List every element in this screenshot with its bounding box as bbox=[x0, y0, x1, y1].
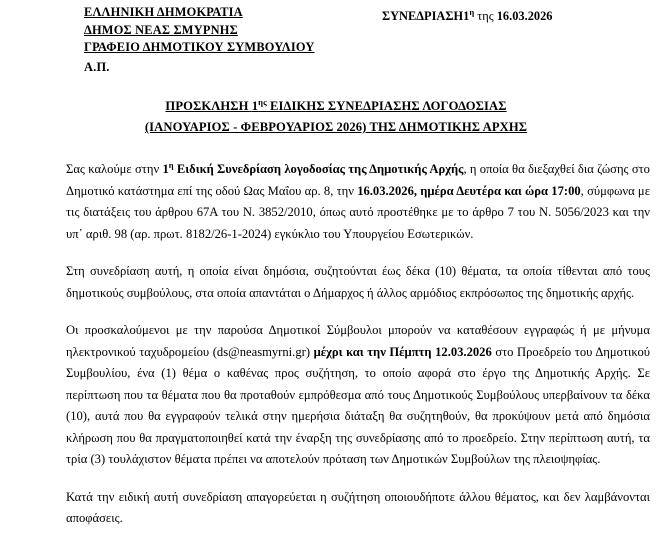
title-line-1 bbox=[62, 92, 610, 117]
p1-bold-title: Ειδική Συνεδρίαση λογοδοσίας της Δημοτικής Αρχής bbox=[173, 162, 464, 177]
session-number: 1 bbox=[463, 9, 470, 24]
session-number-suffix: η bbox=[469, 7, 475, 17]
authority-line-1: ΕΛΛΗΝΙΚΗ ΔΗΜΟΚΡΑΤΙΑ bbox=[84, 5, 243, 19]
p1-bold-datetime: 16.03.2026, ημέρα Δευτέρα και ώρα 17:00 bbox=[357, 183, 581, 198]
p1-bold-number: 1 bbox=[162, 162, 169, 177]
protocol-label: Α.Π. bbox=[84, 59, 110, 74]
p1-bold-number-suffix: η bbox=[168, 160, 174, 171]
title-line-1-suffix: ης bbox=[258, 97, 267, 107]
p3-bold-deadline: μέχρι και την Πέμπτη 12.03.2026 bbox=[313, 344, 492, 359]
p3-text-2: στο Προεδρείο του Δημοτικού Συμβουλίου, ένα (1) θέμα ο καθένας προς συζήτηση, το οποίο αφορά στο έργο της Δημοτικής Αρχής. Σε περίπτωση που τα θέματα που θα προταθούν εμπρόθεσμα από τους Δημοτικούς Συμβούλους υπερβαίνουν τα δέκα (10), αυτά που θα εγγραφούν τελικά στην ημερήσια διάταξη θα συζητηθούν, θα προκύψουν μετά από δημόσια κλήρωση που θα πραγματοποιηθεί κατά την έναρξη της συνεδρίασης από το προεδρείο. Στην περίπτωση αυτή, τα τρία (3) τουλάχιστον θέματα πρέπει να αποτελούν πρόταση των Δημοτικών Συμβούλων της πλειοψηφίας. bbox=[66, 344, 650, 467]
p1-text-1: Σας καλούμε στην bbox=[66, 162, 163, 177]
session-middle: της bbox=[477, 9, 494, 24]
p1-text-3: , σύμφωνα με τις διατάξεις του άρθρου 67Α του Ν. 3852/2010, όπως αυτό προστέθηκε με το άρθρο 7 του Ν. 5056/2023 και την υπ᾽ αριθ. 98 (αρ. πρωτ. 8182/26-1-2024) εγκύκλιο του Υπουργείου Εσωτερικών. bbox=[66, 183, 650, 241]
authority-line-2: ΔΗΜΟΣ ΝΕΑΣ ΣΜΥΡΝΗΣ bbox=[84, 22, 238, 37]
paragraph-2: Στη συνεδρίαση αυτή, η οποία είναι δημόσια, συζητούνται έως δέκα (10) θέματα, τα οποία τίθενται από τους δημοτικούς συμβούλους, στα οποία απαντάται ο Δήμαρχος ή άλλος αρμόδιος εκπρόσωπος της δημοτικής αρχής. bbox=[66, 264, 650, 300]
p1-text-2: , η οποία θα διεξαχθεί δια ζώσης στο Δημοτικό κατάστημα επί της οδού Ωας Μαΐου αρ. 8, την bbox=[66, 162, 650, 198]
p3-text-1: Οι προσκαλούμενοι με την παρούσα Δημοτικοί Σύμβουλοι μπορούν να καταθέσουν εγγραφώς ή με μήνυμα ηλεκτρονικού ταχυδρομείου (ds@neasmyrni.gr) bbox=[66, 323, 650, 359]
paragraph-3 bbox=[66, 320, 650, 471]
paragraph-4: Κατά την ειδική αυτή συνεδρίαση απαγορεύεται η συζήτηση οποιουδήποτε άλλου θέματος, και δεν λαμβάνονται αποφάσεις. bbox=[66, 489, 650, 526]
title-line-1-rest: ΕΙΔΙΚΗΣ ΣΥΝΕΔΡΙΑΣΗΣ ΛΟΓΟΔΟΣΙΑΣ bbox=[266, 99, 507, 114]
title-line-2: (ΙΑΝΟΥΑΡΙΟΣ - ΦΕΒΡΟΥΑΡΙΟΣ 2026) ΤΗΣ ΔΗΜΟΤΙΚΗΣ ΑΡΧΗΣ bbox=[144, 120, 528, 135]
title-line-1-prefix: ΠΡΟΣΚΛΗΣΗ bbox=[165, 99, 252, 114]
session-info bbox=[382, 4, 553, 26]
paragraph-1 bbox=[66, 155, 650, 245]
document-title bbox=[0, 92, 672, 138]
issuing-authority-block bbox=[84, 4, 654, 76]
title-line-1-number: 1 bbox=[251, 99, 259, 114]
document-body bbox=[0, 155, 672, 530]
authority-line-3: ΓΡΑΦΕΙΟ ΔΗΜΟΤΙΚΟΥ ΣΥΜΒΟΥΛΙΟΥ bbox=[84, 40, 315, 54]
document-header bbox=[0, 0, 672, 76]
session-date: 16.03.2026 bbox=[496, 9, 553, 24]
session-prefix: ΣΥΝΕΔΡΙΑΣΗ bbox=[382, 9, 464, 24]
